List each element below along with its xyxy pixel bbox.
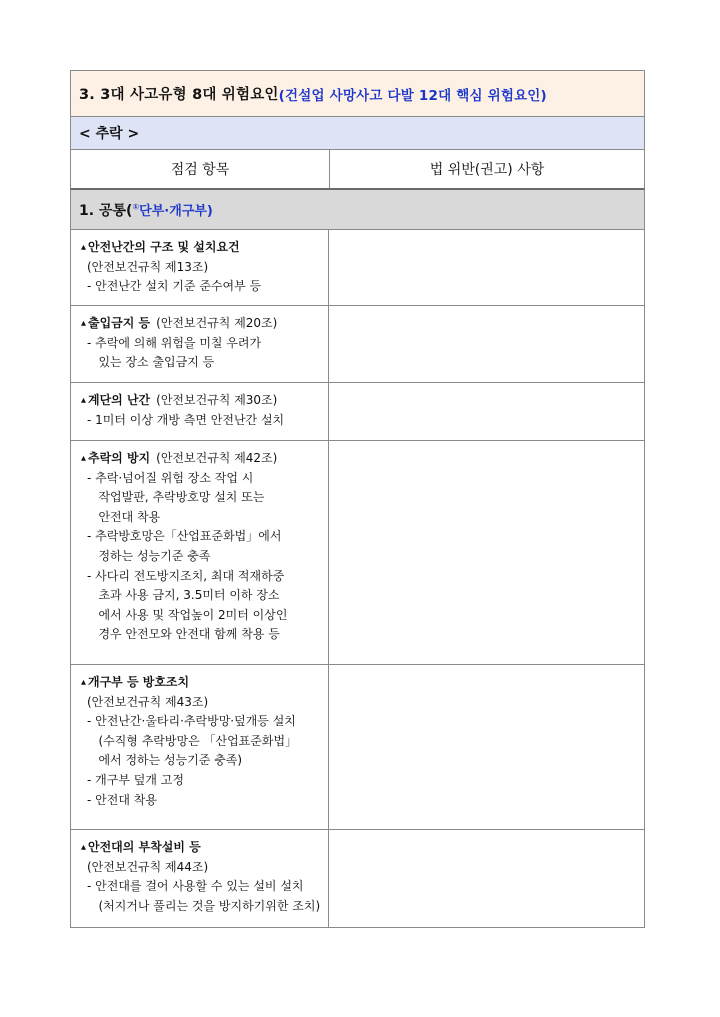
check-item-cell: [71, 383, 329, 440]
item-detail-line: - 추락방호망은「산업표준화법」에서: [87, 529, 282, 544]
triangle-bullet-icon: ▲: [81, 396, 86, 404]
item-detail-line: 작업발판, 추락방호망 설치 또는: [87, 490, 265, 505]
item-reference: (안전보건규칙 제42조): [156, 451, 278, 465]
item-title-line: [81, 673, 324, 693]
triangle-bullet-icon: ▲: [81, 454, 86, 462]
check-item-cell: [71, 665, 329, 829]
group-rest: 단부·개구부): [139, 204, 213, 219]
item-detail-line: 경우 안전모와 안전대 함께 착용 등: [87, 627, 280, 642]
item-detail-line: 초과 사용 금지, 3.5미터 이하 장소: [87, 588, 280, 603]
item-title: 출입금지 등: [88, 316, 151, 330]
table-row: [70, 230, 645, 306]
item-title-line: [81, 314, 324, 334]
group-heading: [70, 190, 645, 230]
column-headers: [70, 150, 645, 190]
item-reference: (안전보건규칙 제30조): [156, 393, 278, 407]
check-item-cell: [71, 830, 329, 927]
check-item-cell: [71, 441, 329, 664]
item-detail-line: (처지거나 풀리는 것을 방지하기위한 조치): [87, 898, 321, 913]
item-detail-line: (안전보건규칙 제44조): [87, 859, 209, 874]
title-sub: (건설업 사망사고 다발 12대 핵심 위험요인): [278, 87, 547, 104]
check-item-cell: [71, 230, 329, 305]
item-detail-line: 에서 정하는 성능기준 충족): [87, 753, 243, 768]
violation-cell: [329, 665, 644, 829]
checklist-table: [70, 70, 645, 928]
violation-cell: [329, 441, 644, 664]
item-detail-line: - 안전대 착용: [87, 792, 157, 807]
header-violation: 법 위반(권고) 사항: [429, 162, 545, 178]
item-detail-line: - 안전대를 걸어 사용할 수 있는 설비 설치: [87, 879, 304, 894]
item-detail-line: (수직형 추락방망은 「산업표준화법」: [87, 733, 298, 748]
table-row: [70, 441, 645, 665]
check-item-cell: [71, 306, 329, 382]
item-title-line: [81, 449, 324, 469]
violation-cell: [329, 230, 644, 305]
item-detail-line: - 개구부 덮개 고정: [87, 772, 184, 787]
table-row: [70, 383, 645, 441]
item-detail-line: - 추락·넘어질 위험 장소 작업 시: [87, 470, 254, 485]
violation-cell: [329, 383, 644, 440]
item-title: 추락의 방지: [88, 451, 151, 465]
triangle-bullet-icon: ▲: [81, 678, 86, 686]
item-title: 안전대의 부착설비 등: [88, 840, 201, 854]
item-title: 개구부 등 방호조치: [88, 675, 190, 689]
item-list: [70, 230, 645, 928]
item-reference: (안전보건규칙 제20조): [156, 316, 278, 330]
item-detail-line: - 추락에 의해 위험을 미칠 우려가: [87, 335, 262, 350]
item-detail-line: 안전대 착용: [87, 509, 161, 524]
item-title: 계단의 난간: [88, 393, 151, 407]
item-detail-line: 에서 사용 및 작업높이 2미터 이상인: [87, 607, 288, 622]
item-title-line: [81, 238, 324, 258]
section-heading: < 추락 >: [70, 117, 645, 150]
violation-cell: [329, 306, 644, 382]
item-title: 안전난간의 구조 및 설치요건: [88, 240, 240, 254]
header-check-item: 점검 항목: [71, 150, 330, 188]
table-row: [70, 665, 645, 830]
item-detail-line: (안전보건규칙 제13조): [87, 259, 209, 274]
triangle-bullet-icon: ▲: [81, 319, 86, 327]
violation-cell: [329, 830, 644, 927]
item-detail-line: - 사다리 전도방지조치, 최대 적재하중: [87, 568, 285, 583]
item-title-line: [81, 391, 324, 411]
item-detail-line: (안전보건규칙 제43조): [87, 694, 209, 709]
triangle-bullet-icon: ▲: [81, 843, 86, 851]
item-detail-line: - 1미터 이상 개방 측면 안전난간 설치: [87, 412, 285, 427]
item-detail-line: - 안전난간 설치 기준 준수여부 등: [87, 279, 262, 294]
item-title-line: [81, 838, 324, 858]
triangle-bullet-icon: ▲: [81, 243, 86, 251]
item-detail-line: 있는 장소 출입금지 등: [87, 355, 215, 370]
group-circle-number: ①: [132, 202, 140, 212]
table-title: [70, 70, 645, 117]
title-main: 3. 3대 사고유형 8대 위험요인: [79, 87, 279, 103]
item-detail-line: 정하는 성능기준 충족: [87, 548, 211, 563]
item-detail-line: - 안전난간·울타리·추락방망·덮개등 설치: [87, 714, 296, 729]
table-row: [70, 830, 645, 928]
group-main: 1. 공통(: [79, 202, 133, 219]
table-row: [70, 306, 645, 383]
